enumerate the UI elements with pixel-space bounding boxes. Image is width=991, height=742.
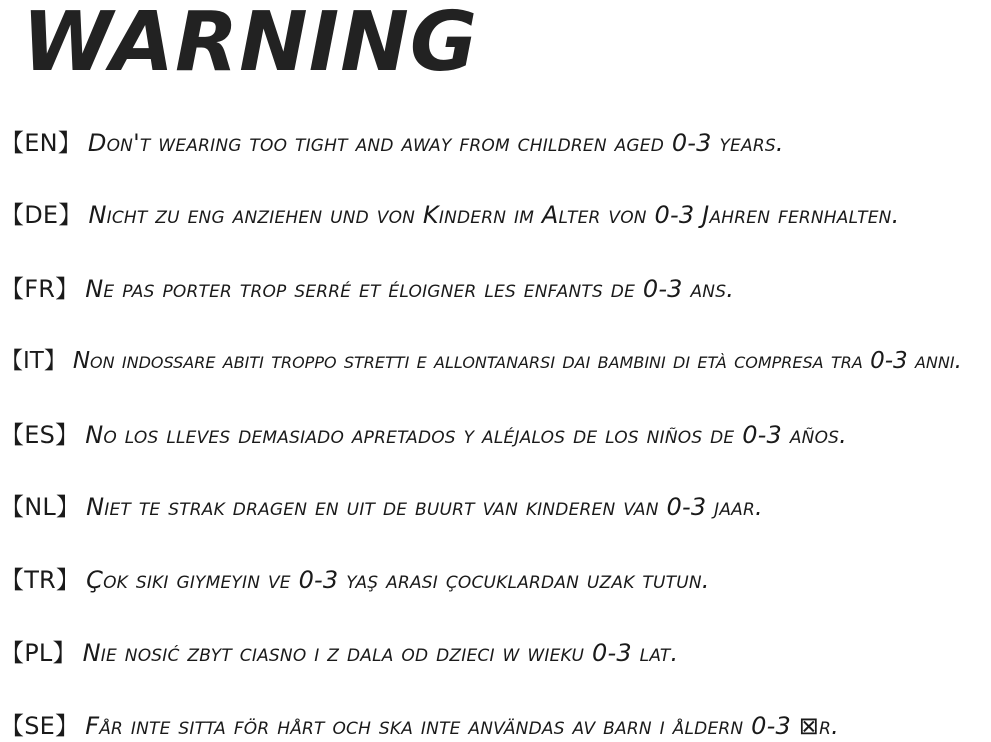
- warning-text-es: No los lleves demasiado apretados y aléjalos de los niños de 0-3 años.: [85, 421, 847, 449]
- warning-text-se: Får inte sitta för hårt och ska inte användas av barn i åldern 0-3 ⊠r.: [85, 712, 839, 740]
- language-tag-tr: 【TR】: [0, 566, 81, 594]
- warning-text-tr: Çok sıkı giymeyin ve 0-3 yaş arası çocuklardan uzak tutun.: [86, 566, 710, 594]
- warning-line-pl: [0, 638, 678, 668]
- warning-text-nl: Niet te strak dragen en uit de buurt van kinderen van 0-3 jaar.: [86, 493, 763, 521]
- language-tag-se: 【SE】: [0, 712, 80, 740]
- warning-title: WARNING: [22, 0, 479, 90]
- warning-line-tr: [0, 565, 710, 595]
- warning-line-es: [0, 420, 847, 450]
- warning-line-fr: [0, 274, 734, 304]
- language-tag-nl: 【NL】: [0, 493, 81, 521]
- language-tag-es: 【ES】: [0, 421, 80, 449]
- warning-text-de: Nicht zu eng anziehen und von Kindern im Alter von 0-3 Jahren fernhalten.: [88, 201, 900, 229]
- language-tag-fr: 【FR】: [0, 275, 80, 303]
- warning-line-en: [0, 128, 784, 158]
- warning-line-nl: [0, 492, 763, 522]
- language-tag-en: 【EN】: [0, 129, 82, 157]
- warning-text-en: Don't wearing too tight and away from children aged 0-3 years.: [87, 129, 784, 157]
- language-tag-de: 【DE】: [0, 201, 83, 229]
- warning-text-pl: Nie nosić zbyt ciasno i z dala od dzieci w wieku 0-3 lat.: [82, 639, 679, 667]
- warning-line-it: [0, 346, 962, 376]
- warning-line-de: [0, 200, 899, 230]
- warning-text-fr: Ne pas porter trop serré et éloigner les enfants de 0-3 ans.: [85, 275, 735, 303]
- language-tag-pl: 【PL】: [0, 639, 77, 667]
- language-tag-it: 【IT】: [0, 348, 67, 374]
- warning-text-it: Non indossare abiti troppo stretti e allontanarsi dai bambini di età compresa tra 0-3 anni.: [72, 348, 962, 374]
- warning-line-se: [0, 711, 839, 741]
